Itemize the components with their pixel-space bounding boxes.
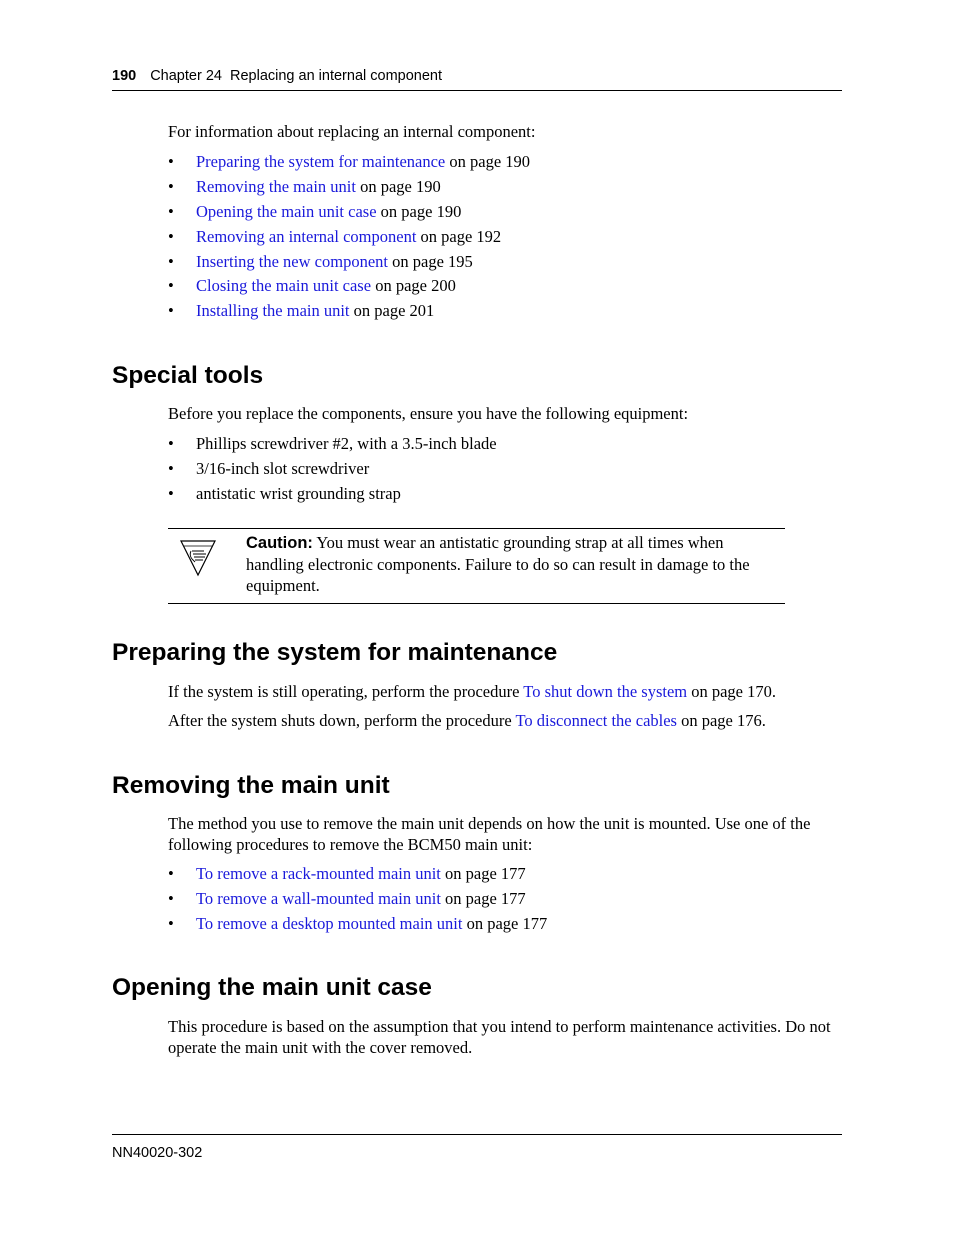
- procedure-link[interactable]: To remove a rack-mounted main unit: [196, 864, 441, 883]
- toc-link[interactable]: Installing the main unit: [196, 301, 350, 320]
- toc-link[interactable]: Preparing the system for maintenance: [196, 152, 446, 171]
- caution-text: [246, 532, 781, 596]
- preparing-paragraph-2: After the system shuts down, perform the procedure To disconnect the cables on page 176.: [168, 711, 766, 730]
- toc-link[interactable]: Removing the main unit: [196, 177, 356, 196]
- page-number: 190: [112, 68, 137, 84]
- page-ref: on page 190: [445, 152, 531, 171]
- preparing-paragraph-1: If the system is still operating, perform the procedure To shut down the system on page 170.: [168, 682, 777, 701]
- page-ref: on page 195: [388, 252, 473, 271]
- footer-rule: [112, 1134, 842, 1135]
- removing-text: The method you use to remove the main unit depends on how the unit is mounted. Use one of the following procedures to remove the BCM50 main unit:: [168, 814, 811, 854]
- caution-box: [168, 528, 785, 604]
- page-ref: on page 190: [376, 202, 462, 221]
- section-heading-preparing: Preparing the system for maintenance: [112, 639, 558, 666]
- page-ref: on page 200: [371, 276, 456, 295]
- shut-down-link[interactable]: To shut down the system: [523, 682, 688, 701]
- toc-link[interactable]: Inserting the new component: [196, 252, 388, 271]
- caution-hand-icon: [180, 539, 216, 577]
- caution-body: You must wear an antistatic grounding strap at all times when handling electronic components. Failure to do so can result in damage to the equipment.: [246, 533, 750, 595]
- chapter-title: Chapter 24 Replacing an internal component: [150, 68, 443, 84]
- opening-text: This procedure is based on the assumption that you intend to perform maintenance activities. Do not operate the main unit with the cover removed.: [168, 1017, 831, 1057]
- page-ref: on page 201: [349, 301, 435, 320]
- section-heading-removing: Removing the main unit: [112, 772, 390, 799]
- procedure-link[interactable]: To remove a desktop mounted main unit: [196, 914, 463, 933]
- page-ref: on page 177: [462, 914, 548, 933]
- caution-label: Caution:: [246, 534, 313, 552]
- page-header: [112, 68, 842, 91]
- toc-link[interactable]: Closing the main unit case: [196, 276, 372, 295]
- doc-number: NN40020-302: [112, 1145, 203, 1161]
- procedure-link[interactable]: To remove a wall-mounted main unit: [196, 889, 441, 908]
- page-ref: on page 192: [416, 227, 502, 246]
- disconnect-cables-link[interactable]: To disconnect the cables: [515, 711, 677, 730]
- page-ref: on page 177: [440, 889, 526, 908]
- special-tools-text: Before you replace the components, ensure you have the following equipment:: [168, 404, 689, 423]
- page-ref: on page 177: [440, 864, 526, 883]
- toc-link[interactable]: Removing an internal component: [196, 227, 417, 246]
- intro-text: For information about replacing an internal component:: [168, 122, 536, 141]
- section-heading-opening: Opening the main unit case: [112, 974, 432, 1001]
- section-heading-special-tools: Special tools: [112, 362, 264, 389]
- page-ref: on page 190: [355, 177, 441, 196]
- toc-link[interactable]: Opening the main unit case: [196, 202, 377, 221]
